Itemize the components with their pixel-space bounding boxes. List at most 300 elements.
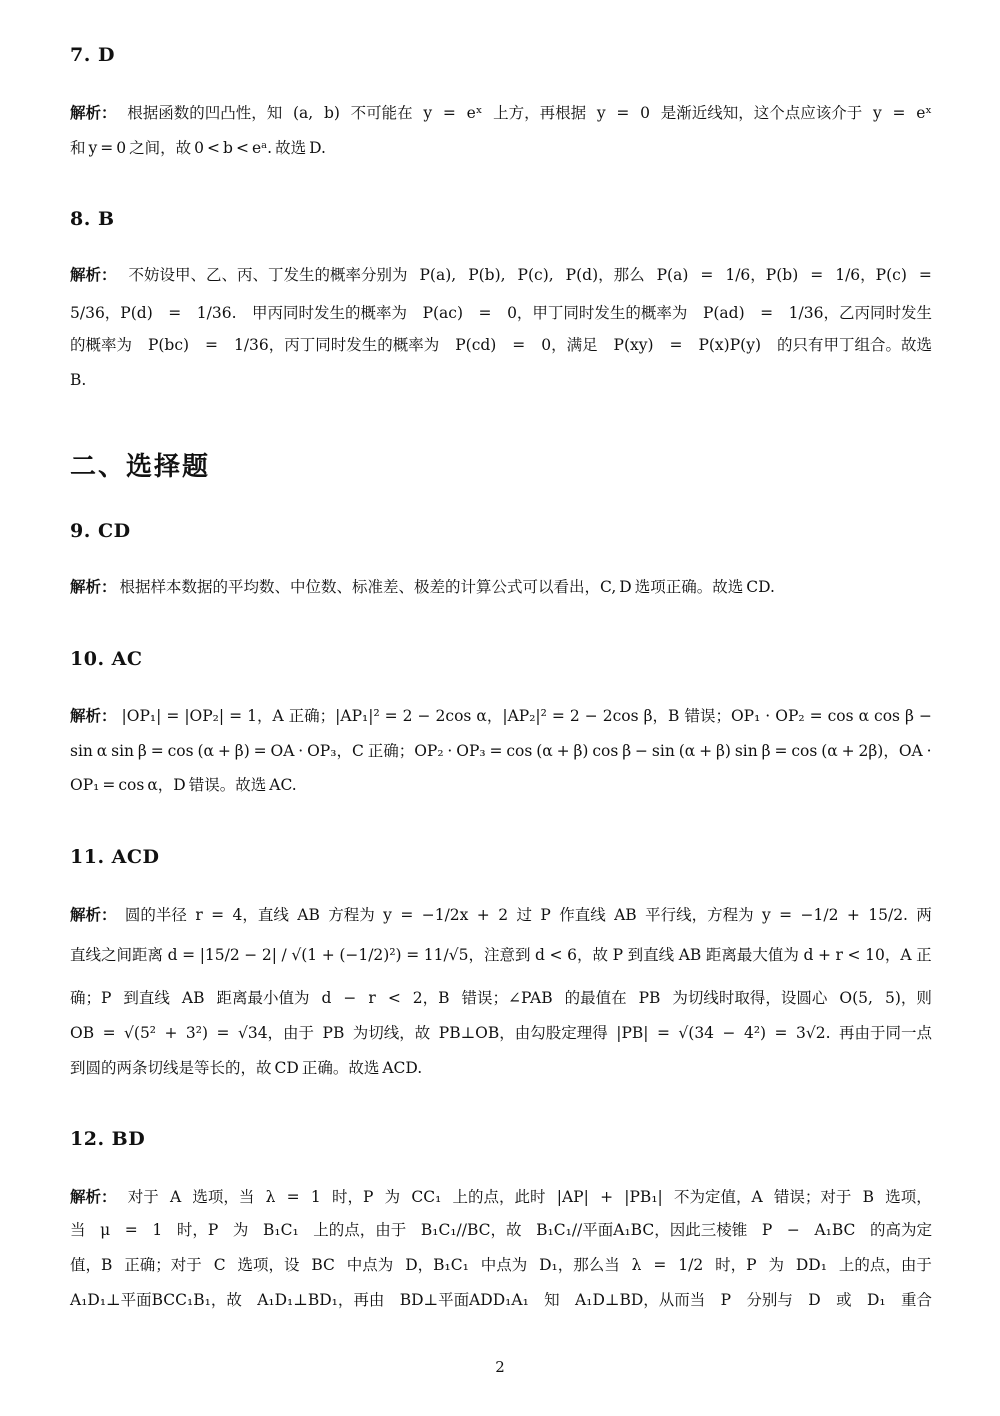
text-token: P bbox=[540, 906, 551, 924]
text-token: PB bbox=[638, 989, 661, 1007]
text-token: D. bbox=[309, 139, 326, 157]
text-token: = bbox=[489, 742, 503, 760]
text-token: 2β)，OA bbox=[858, 742, 923, 760]
text-token: + bbox=[699, 742, 713, 760]
text-token: eᵃ. bbox=[251, 139, 273, 157]
text-token: OP₃ bbox=[456, 742, 486, 760]
text-token: 距离最大值为 bbox=[705, 946, 799, 964]
text-token: y bbox=[88, 139, 98, 157]
text-token: AB bbox=[181, 989, 205, 1007]
text-token: 不可能在 bbox=[350, 104, 413, 122]
text-token: = bbox=[182, 946, 196, 964]
text-token: 1 bbox=[310, 1188, 321, 1206]
text-token: = bbox=[442, 104, 456, 122]
explanation-line bbox=[70, 1022, 932, 1044]
text-token: 的高为定 bbox=[869, 1221, 932, 1239]
text-token: α，D bbox=[147, 776, 186, 794]
text-token: |OP₂| bbox=[184, 707, 225, 725]
text-token: P(ad) bbox=[702, 304, 745, 322]
text-token: 或 bbox=[836, 1291, 852, 1309]
text-token: A₁BC bbox=[814, 1221, 856, 1239]
text-token: = bbox=[760, 304, 774, 322]
text-token: −1/2x bbox=[421, 906, 469, 924]
text-token: 1/36. bbox=[196, 304, 237, 322]
explanation-label: 解析： bbox=[70, 104, 117, 122]
text-token: 之间，故 bbox=[129, 139, 192, 157]
explanation-line bbox=[70, 944, 932, 966]
text-token: 过 bbox=[516, 906, 532, 924]
text-token: < bbox=[207, 139, 221, 157]
text-token: + bbox=[846, 906, 860, 924]
text-token: B₁C₁ bbox=[262, 1221, 299, 1239]
answer-heading-9: 9. CD bbox=[70, 520, 131, 542]
text-token: AB bbox=[297, 906, 320, 924]
text-token: = bbox=[102, 1024, 116, 1042]
text-token: P(a), bbox=[419, 266, 457, 284]
text-token: = bbox=[150, 742, 164, 760]
text-token: d bbox=[321, 989, 332, 1007]
text-token: = bbox=[779, 906, 793, 924]
text-token: 和 bbox=[70, 139, 86, 157]
text-token: = bbox=[406, 946, 420, 964]
text-token: ACD. bbox=[382, 1059, 423, 1077]
text-token: 3√2. bbox=[795, 1024, 831, 1042]
text-token: = bbox=[400, 906, 414, 924]
text-token: CD. bbox=[746, 578, 775, 596]
text-token: · bbox=[447, 742, 453, 760]
text-token: A₁D₁⊥BD₁，再由 bbox=[257, 1291, 385, 1309]
text-token: = bbox=[810, 266, 824, 284]
text-token: = bbox=[809, 707, 823, 725]
text-token: 0 bbox=[640, 104, 650, 122]
text-token: r bbox=[195, 906, 203, 924]
text-token: 2cos bbox=[602, 707, 639, 725]
text-token: + bbox=[556, 742, 570, 760]
text-token: = bbox=[211, 906, 225, 924]
text-token: − bbox=[244, 946, 258, 964]
text-token: 根据函数的凹凸性，知 bbox=[127, 104, 283, 122]
text-token: P bbox=[612, 946, 624, 964]
text-token: (α bbox=[197, 742, 214, 760]
text-token: O(5, bbox=[839, 989, 873, 1007]
text-token: 中点为 bbox=[346, 1256, 394, 1274]
text-token: β bbox=[905, 707, 914, 725]
text-token: 1/6，P(c) bbox=[835, 266, 907, 284]
text-token: cos bbox=[874, 707, 900, 725]
text-token: = bbox=[551, 707, 565, 725]
explanation-line bbox=[70, 987, 932, 1009]
text-token: 1/2 bbox=[678, 1256, 704, 1274]
text-token: A₁D₁⊥平面BCC₁B₁，故 bbox=[70, 1291, 242, 1309]
text-token: √(1 bbox=[291, 946, 318, 964]
text-token: 时，P bbox=[715, 1256, 757, 1274]
text-token: − bbox=[918, 707, 932, 725]
text-token: cos bbox=[791, 742, 818, 760]
text-token: 时，P bbox=[331, 1188, 374, 1206]
text-token: 故选 bbox=[275, 139, 307, 157]
text-token: AC. bbox=[269, 776, 297, 794]
text-token: μ bbox=[100, 1221, 111, 1239]
text-token: 5)，则 bbox=[884, 989, 932, 1007]
text-token: 选项， bbox=[885, 1188, 932, 1206]
answer-heading-11: 11. ACD bbox=[70, 846, 160, 868]
text-token: P(x)P(y) bbox=[698, 336, 761, 354]
text-token: · bbox=[765, 707, 771, 725]
text-token: 当 bbox=[70, 1221, 86, 1239]
text-token: P(d)，那么 bbox=[565, 266, 645, 284]
text-token: y bbox=[423, 104, 433, 122]
text-token: = bbox=[774, 1024, 788, 1042]
text-token: λ bbox=[265, 1188, 276, 1206]
explanation-line bbox=[70, 137, 932, 159]
text-token: OA bbox=[270, 742, 295, 760]
text-token: β bbox=[137, 742, 147, 760]
text-token: 对于 bbox=[127, 1188, 159, 1206]
text-token: β) bbox=[234, 742, 250, 760]
text-token: = bbox=[216, 1024, 230, 1042]
explanation-line bbox=[70, 302, 932, 324]
text-token: CC₁ bbox=[411, 1188, 442, 1206]
text-token: 知 bbox=[544, 1291, 560, 1309]
text-token: d bbox=[535, 946, 545, 964]
text-token: 中点为 bbox=[480, 1256, 528, 1274]
text-token: 1/36，乙丙同时发生 bbox=[788, 304, 932, 322]
text-token: = bbox=[892, 104, 906, 122]
text-token: 15/2. bbox=[868, 906, 908, 924]
text-token: sin bbox=[734, 742, 758, 760]
text-token: P(a) bbox=[656, 266, 689, 284]
text-token: = bbox=[168, 304, 182, 322]
explanation-label: 解析： bbox=[70, 266, 117, 284]
text-token: 选项，设 bbox=[237, 1256, 300, 1274]
answer-heading-10: 10. AC bbox=[70, 648, 143, 670]
text-token: |15/2 bbox=[199, 946, 240, 964]
explanation-label: 解析： bbox=[70, 578, 117, 596]
text-token: = bbox=[205, 336, 219, 354]
text-token: − bbox=[584, 707, 598, 725]
text-token: 错误；对于 bbox=[773, 1188, 852, 1206]
text-token: D₁，那么当 bbox=[539, 1256, 620, 1274]
section-title: 二、选择题 bbox=[70, 452, 211, 482]
text-token: 上的点，此时 bbox=[452, 1188, 546, 1206]
text-token: √(5² bbox=[124, 1024, 157, 1042]
text-token: + bbox=[600, 1188, 614, 1206]
text-token: 为切线，故 bbox=[352, 1024, 431, 1042]
text-token: 错误。故选 bbox=[188, 776, 267, 794]
text-token: 的最值在 bbox=[564, 989, 627, 1007]
text-token: 错误；OP₁ bbox=[684, 707, 761, 725]
text-token: 上的点，由于 bbox=[313, 1221, 407, 1239]
text-token: = bbox=[229, 707, 243, 725]
text-token: + bbox=[321, 946, 335, 964]
text-token: = bbox=[669, 336, 683, 354]
text-token: 11/√5，注意到 bbox=[423, 946, 531, 964]
text-token: 0，甲丁同时发生的概率为 bbox=[507, 304, 688, 322]
explanation-line bbox=[70, 705, 932, 727]
text-token: AB bbox=[614, 906, 637, 924]
explanation-line bbox=[70, 904, 932, 926]
text-token: (a, bbox=[293, 104, 314, 122]
text-token: 1/36，丙丁同时发生的概率为 bbox=[233, 336, 440, 354]
text-token: − bbox=[786, 1221, 800, 1239]
explanation-line bbox=[70, 576, 932, 598]
text-token: − bbox=[417, 707, 431, 725]
text-token: −1/2 bbox=[800, 906, 839, 924]
text-token: · bbox=[926, 742, 932, 760]
text-token: α bbox=[858, 707, 870, 725]
text-token: B₁C₁//平面A₁BC，因此三棱锥 bbox=[536, 1221, 748, 1239]
text-token: 10，A bbox=[865, 946, 912, 964]
text-token: eˣ bbox=[916, 104, 932, 122]
answer-heading-7: 7. D bbox=[70, 44, 115, 66]
text-token: y bbox=[596, 104, 606, 122]
text-token: A bbox=[169, 1188, 182, 1206]
text-token: β，B bbox=[643, 707, 680, 725]
text-token: D，B₁C₁ bbox=[405, 1256, 469, 1274]
answer-heading-8: 8. B bbox=[70, 208, 115, 230]
text-token: 不妨设甲、乙、丙、丁发生的概率分别为 bbox=[128, 266, 408, 284]
text-token: P bbox=[720, 1291, 732, 1309]
text-token: 1/6，P(b) bbox=[725, 266, 799, 284]
text-token: b bbox=[223, 139, 233, 157]
explanation-line bbox=[70, 1219, 932, 1241]
text-token: 4，直线 bbox=[232, 906, 289, 924]
text-token: + bbox=[817, 946, 831, 964]
explanation-label: 解析： bbox=[70, 707, 117, 725]
text-token: 上的点，由于 bbox=[838, 1256, 932, 1274]
text-token: − bbox=[635, 742, 649, 760]
explanation-line bbox=[70, 102, 932, 124]
text-token: 0 bbox=[194, 139, 205, 157]
text-token: 2 bbox=[402, 707, 413, 725]
text-token: d bbox=[167, 946, 178, 964]
text-token: sin bbox=[111, 742, 135, 760]
text-token: OP₁ bbox=[70, 776, 100, 794]
text-token: 正确；|AP₁|² bbox=[288, 707, 380, 725]
text-token: 到直线 bbox=[123, 989, 170, 1007]
text-token: √34，由于 bbox=[237, 1024, 315, 1042]
text-token: A₁D⊥BD，从而当 bbox=[575, 1291, 706, 1309]
text-token: 两 bbox=[916, 906, 932, 924]
text-token: 错误；∠PAB bbox=[461, 989, 553, 1007]
text-token: = bbox=[512, 336, 526, 354]
text-token: 0，满足 bbox=[541, 336, 598, 354]
text-token: cos bbox=[506, 742, 533, 760]
text-token: 2，B bbox=[412, 989, 450, 1007]
text-token: = bbox=[653, 1256, 667, 1274]
text-token: P(b), bbox=[468, 266, 506, 284]
text-token: (α bbox=[678, 742, 696, 760]
explanation-label: 解析： bbox=[70, 1188, 117, 1206]
text-token: |PB₁| bbox=[624, 1188, 663, 1206]
text-token: 5/36，P(d) bbox=[70, 304, 153, 322]
text-token: (−1/2)²) bbox=[339, 946, 402, 964]
text-token: < bbox=[387, 989, 401, 1007]
text-token: 2cos bbox=[435, 707, 472, 725]
text-token: P(cd) bbox=[455, 336, 497, 354]
text-token: 重合 bbox=[900, 1291, 932, 1309]
text-token: (α bbox=[821, 742, 838, 760]
text-token: 为 bbox=[384, 1188, 401, 1206]
text-token: AB bbox=[678, 946, 702, 964]
text-token: 选项正确。故选 bbox=[634, 578, 744, 596]
text-token: + bbox=[476, 906, 490, 924]
explanation-line bbox=[70, 740, 932, 762]
text-token: 为 bbox=[768, 1256, 784, 1274]
text-token: 上方，再根据 bbox=[493, 104, 587, 122]
text-token: D bbox=[619, 578, 632, 596]
text-token: 为 bbox=[232, 1221, 249, 1239]
text-token: PB bbox=[322, 1024, 345, 1042]
text-token: 为切线时取得，设圆心 bbox=[672, 989, 828, 1007]
text-token: 正确；OP₂ bbox=[367, 742, 444, 760]
text-token: + bbox=[217, 742, 231, 760]
text-token: = bbox=[478, 304, 492, 322]
text-token: P(xy) bbox=[613, 336, 654, 354]
text-token: 根据样本数据的平均数、中位数、标准差、极差的计算公式可以看出，C, bbox=[119, 578, 617, 596]
explanation-label: 解析： bbox=[70, 906, 117, 924]
text-token: OP₂ bbox=[775, 707, 805, 725]
text-token: 分别与 bbox=[746, 1291, 793, 1309]
text-token: = bbox=[774, 742, 788, 760]
text-token: |OP₁| bbox=[121, 707, 162, 725]
text-token: 距离最小值为 bbox=[216, 989, 310, 1007]
text-token: 再由于同一点 bbox=[838, 1024, 932, 1042]
text-token: = bbox=[166, 707, 180, 725]
text-token: √(34 bbox=[678, 1024, 715, 1042]
text-token: 不为定值，A bbox=[673, 1188, 763, 1206]
text-token: 的概率为 bbox=[70, 336, 133, 354]
text-token: B bbox=[862, 1188, 875, 1206]
text-token: · bbox=[298, 742, 304, 760]
explanation-line bbox=[70, 774, 932, 796]
text-token: = bbox=[700, 266, 714, 284]
explanation-line bbox=[70, 369, 932, 391]
text-token: 直线之间距离 bbox=[70, 946, 164, 964]
explanation-line bbox=[70, 1289, 932, 1311]
text-token: P bbox=[761, 1221, 773, 1239]
text-token: − bbox=[343, 989, 357, 1007]
text-token: β bbox=[761, 742, 771, 760]
text-token: CD bbox=[274, 1059, 299, 1077]
explanation-line bbox=[70, 1254, 932, 1276]
text-token: 圆的半径 bbox=[124, 906, 187, 924]
text-token: 甲丙同时发生的概率为 bbox=[252, 304, 408, 322]
text-token: D₁ bbox=[866, 1291, 886, 1309]
text-token: B₁C₁//BC，故 bbox=[420, 1221, 522, 1239]
text-token: P(c), bbox=[517, 266, 554, 284]
text-token: b) bbox=[323, 104, 340, 122]
text-token: 作直线 bbox=[559, 906, 606, 924]
text-token: < bbox=[235, 139, 249, 157]
text-token: − bbox=[722, 1024, 736, 1042]
text-token: BD⊥平面ADD₁A₁ bbox=[399, 1291, 529, 1309]
text-token: 0 bbox=[116, 139, 127, 157]
explanation-line bbox=[70, 1057, 932, 1079]
text-token: cos bbox=[592, 742, 619, 760]
text-token: 1，A bbox=[247, 707, 284, 725]
text-token: 2 bbox=[569, 707, 580, 725]
text-token: = bbox=[124, 1221, 138, 1239]
text-token: < bbox=[549, 946, 563, 964]
text-token: + bbox=[841, 742, 855, 760]
explanation-line bbox=[70, 264, 932, 286]
text-token: OP₃，C bbox=[307, 742, 364, 760]
text-token: r bbox=[835, 946, 843, 964]
explanation-line bbox=[70, 1186, 932, 1208]
text-token: β) bbox=[715, 742, 731, 760]
text-token: < bbox=[847, 946, 861, 964]
text-token: = bbox=[616, 104, 630, 122]
page-number: 2 bbox=[495, 1358, 505, 1376]
text-token: OB bbox=[70, 1024, 95, 1042]
text-token: 方程为 bbox=[328, 906, 375, 924]
text-token: eˣ bbox=[466, 104, 483, 122]
text-token: λ bbox=[631, 1256, 642, 1274]
text-token: 2 bbox=[498, 906, 509, 924]
text-token: y bbox=[761, 906, 771, 924]
text-token: r bbox=[368, 989, 376, 1007]
text-token: cos bbox=[827, 707, 854, 725]
text-token: β) bbox=[573, 742, 589, 760]
text-token: 到圆的两条切线是等长的，故 bbox=[70, 1059, 272, 1077]
text-token: B. bbox=[70, 371, 87, 389]
text-token: 值，B bbox=[70, 1256, 113, 1274]
text-token: cos bbox=[167, 742, 194, 760]
text-token: α bbox=[96, 742, 108, 760]
text-token: D bbox=[808, 1291, 821, 1309]
text-token: d bbox=[803, 946, 814, 964]
text-token: PB⊥OB，由勾股定理得 bbox=[438, 1024, 608, 1042]
text-token: 到直线 bbox=[627, 946, 675, 964]
text-token: 时，P bbox=[176, 1221, 219, 1239]
text-token: |PB| bbox=[616, 1024, 649, 1042]
text-token: + bbox=[164, 1024, 178, 1042]
text-token: 6，故 bbox=[567, 946, 608, 964]
text-token: C bbox=[213, 1256, 226, 1274]
text-token: 3²) bbox=[185, 1024, 209, 1042]
text-token: / bbox=[281, 946, 287, 964]
text-token: BC bbox=[311, 1256, 335, 1274]
text-token: = bbox=[286, 1188, 300, 1206]
text-token: 的只有甲丁组合。故选 bbox=[776, 336, 932, 354]
text-token: 确；P bbox=[70, 989, 112, 1007]
text-token: = bbox=[253, 742, 267, 760]
text-token: sin bbox=[70, 742, 93, 760]
text-token: 4²) bbox=[743, 1024, 767, 1042]
text-token: y bbox=[383, 906, 392, 924]
text-token: = bbox=[918, 266, 932, 284]
text-token: = bbox=[102, 776, 116, 794]
text-token: 选项，当 bbox=[192, 1188, 255, 1206]
explanation-line bbox=[70, 334, 932, 356]
text-token: 平行线，方程为 bbox=[645, 906, 754, 924]
text-token: (α bbox=[536, 742, 553, 760]
text-token: = bbox=[656, 1024, 670, 1042]
text-token: = bbox=[100, 139, 114, 157]
text-token: |AP| bbox=[556, 1188, 589, 1206]
text-token: 正 bbox=[916, 946, 932, 964]
text-token: 是渐近线知，这个点应该介于 bbox=[660, 104, 863, 122]
text-token: DD₁ bbox=[795, 1256, 827, 1274]
text-token: = bbox=[384, 707, 398, 725]
text-token: 正确。故选 bbox=[301, 1059, 380, 1077]
text-token: 正确；对于 bbox=[124, 1256, 202, 1274]
text-token: P(bc) bbox=[147, 336, 190, 354]
answer-heading-12: 12. BD bbox=[70, 1128, 146, 1150]
text-token: α，|AP₂|² bbox=[476, 707, 547, 725]
text-token: P(ac) bbox=[422, 304, 464, 322]
